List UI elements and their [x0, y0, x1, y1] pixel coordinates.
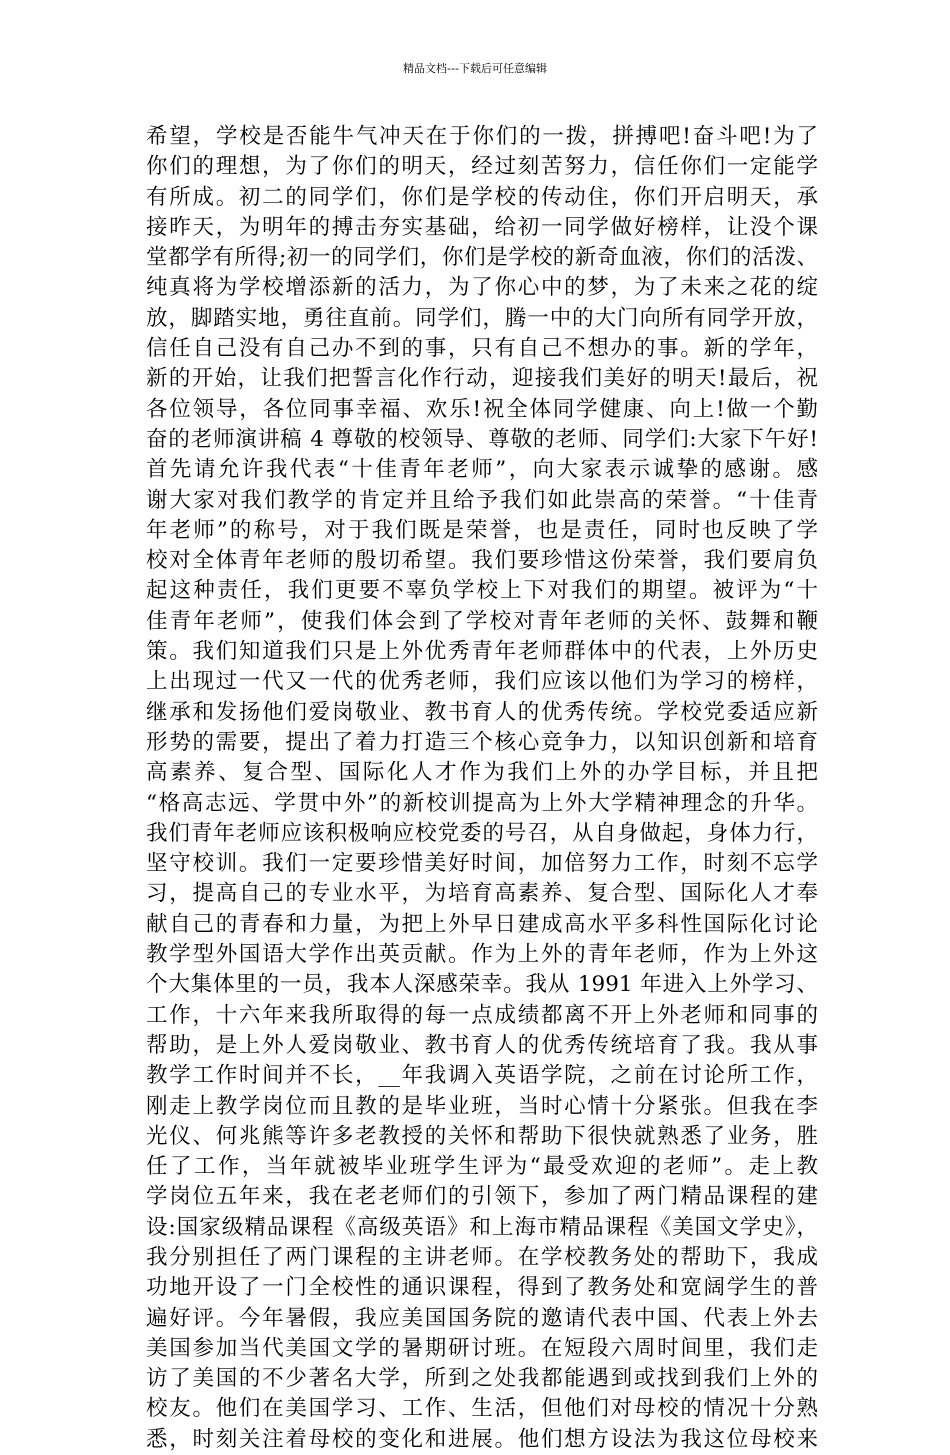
body-line: 高素养、复合型、国际化人才作为我们上外的办学目标，并且把: [146, 760, 818, 786]
body-line: 功地开设了一门全校性的通识课程，得到了教务处和宽阔学生的普: [146, 1275, 818, 1301]
body-line: 你们的理想，为了你们的明天，经过刻苦努力，信任你们一定能学: [146, 154, 818, 180]
body-line: 美国参加当代美国文学的暑期研讨班。在短段六周时间里，我们走: [146, 1335, 818, 1361]
body-line: 年老师”的称号，对于我们既是荣誉，也是责任，同时也反映了学: [146, 517, 818, 543]
document-body: [146, 122, 818, 1455]
body-line: 各位领导，各位同事幸福、欢乐!祝全体同学健康、向上!做一个勤: [146, 396, 818, 422]
body-line: 我分别担任了两门课程的主讲老师。在学校教务处的帮助下，我成: [146, 1244, 818, 1270]
body-line: 校友。他们在美国学习、工作、生活，但他们对母校的情况十分熟: [146, 1396, 818, 1422]
body-line: 策。我们知道我们只是上外优秀青年老师群体中的代表，上外历史: [146, 639, 818, 665]
body-line: 习，提高自己的专业水平，为培育高素养、复合型、国际化人才奉: [146, 881, 818, 907]
page-header: 精品文档---下载后可任意编辑: [403, 62, 547, 75]
body-line: 个大集体里的一员，我本人深感荣幸。我从 1991 年进入上外学习、: [146, 972, 818, 998]
body-line: 新的开始，让我们把誓言化作行动，迎接我们美好的明天!最后，祝: [146, 366, 818, 392]
body-line: 校对全体青年老师的殷切希望。我们要珍惜这份荣誉，我们要肩负: [146, 548, 818, 574]
body-line: 学岗位五年来，我在老老师们的引领下，参加了两门精品课程的建: [146, 1184, 818, 1210]
body-line: 遍好评。今年暑假，我应美国国务院的邀请代表中国、代表上外去: [146, 1305, 818, 1331]
body-line: 光仪、何兆熊等许多老教授的关怀和帮助下很快就熟悉了业务，胜: [146, 1123, 818, 1149]
body-line: 有所成。初二的同学们，你们是学校的传动住，你们开启明天，承: [146, 184, 818, 210]
body-line: 工作，十六年来我所取得的每一点成绩都离不开上外老师和同事的: [146, 1002, 818, 1028]
body-line: 献自己的青春和力量，为把上外早日建成高水平多科性国际化讨论: [146, 911, 818, 937]
body-line: 信任自己没有自己办不到的事，只有自己不想办的事。新的学年，: [146, 336, 818, 362]
body-line: 任了工作，当年就被毕业班学生评为“最受欢迎的老师”。走上教: [146, 1154, 818, 1180]
body-line: 教学型外国语大学作出英贡献。作为上外的青年老师，作为上外这: [146, 942, 818, 968]
body-line: 继承和发扬他们爱岗敬业、教书育人的优秀传统。学校党委适应新: [146, 699, 818, 725]
body-line: 形势的需要，提出了着力打造三个核心竞争力，以知识创新和培育: [146, 729, 818, 755]
body-line: 起这种责任，我们更要不辜负学校上下对我们的期望。被评为“十: [146, 578, 818, 604]
body-line: 纯真将为学校增添新的活力，为了你心中的梦，为了未来之花的绽: [146, 275, 818, 301]
body-line: 访了美国的不少著名大学，所到之处我都能遇到或找到我们上外的: [146, 1366, 818, 1392]
body-line: 佳青年老师”，使我们体会到了学校对青年老师的关怀、鼓舞和鞭: [146, 608, 818, 634]
body-line: 放，脚踏实地，勇往直前。同学们，腾一中的大门向所有同学开放，: [146, 305, 818, 331]
body-line: 坚守校训。我们一定要珍惜美好时间，加倍努力工作，时刻不忘学: [146, 851, 818, 877]
body-line: 帮助，是上外人爱岗敬业、教书育人的优秀传统培育了我。我从事: [146, 1032, 818, 1058]
body-line: 我们青年老师应该积极响应校党委的号召，从自身做起，身体力行，: [146, 820, 818, 846]
body-line: 奋的老师演讲稿 4 尊敬的校领导、尊敬的老师、同学们:大家下午好!: [146, 426, 818, 452]
body-line: 谢大家对我们教学的肯定并且给予我们如此崇高的荣誉。“十佳青: [146, 487, 818, 513]
body-line: “格高志远、学贯中外”的新校训提高为上外大学精神理念的升华。: [146, 790, 818, 816]
body-line: 悉，时刻关注着母校的变化和进展。他们想方设法为我这位母校来: [146, 1426, 818, 1452]
body-line: 上出现过一代又一代的优秀老师，我们应该以他们为学习的榜样，: [146, 669, 818, 695]
body-line: 堂都学有所得;初一的同学们，你们是学校的新奇血液，你们的活泼、: [146, 245, 818, 271]
body-line: 希望，学校是否能牛气冲天在于你们的一拨，拼搏吧!奋斗吧!为了: [146, 124, 818, 149]
body-line: 首先请允许我代表“十佳青年老师”，向大家表示诚挚的感谢。感: [146, 457, 818, 483]
body-line: 教学工作时间并不长，__年我调入英语学院，之前在讨论所工作，: [146, 1063, 818, 1089]
body-line: 刚走上教学岗位而且教的是毕业班，当时心情十分紧张。但我在李: [146, 1093, 818, 1119]
body-line: 设:国家级精品课程《高级英语》和上海市精品课程《美国文学史》，: [146, 1214, 818, 1240]
body-line: 接昨天，为明年的搏击夯实基础，给初一同学做好榜样，让没个课: [146, 214, 818, 240]
